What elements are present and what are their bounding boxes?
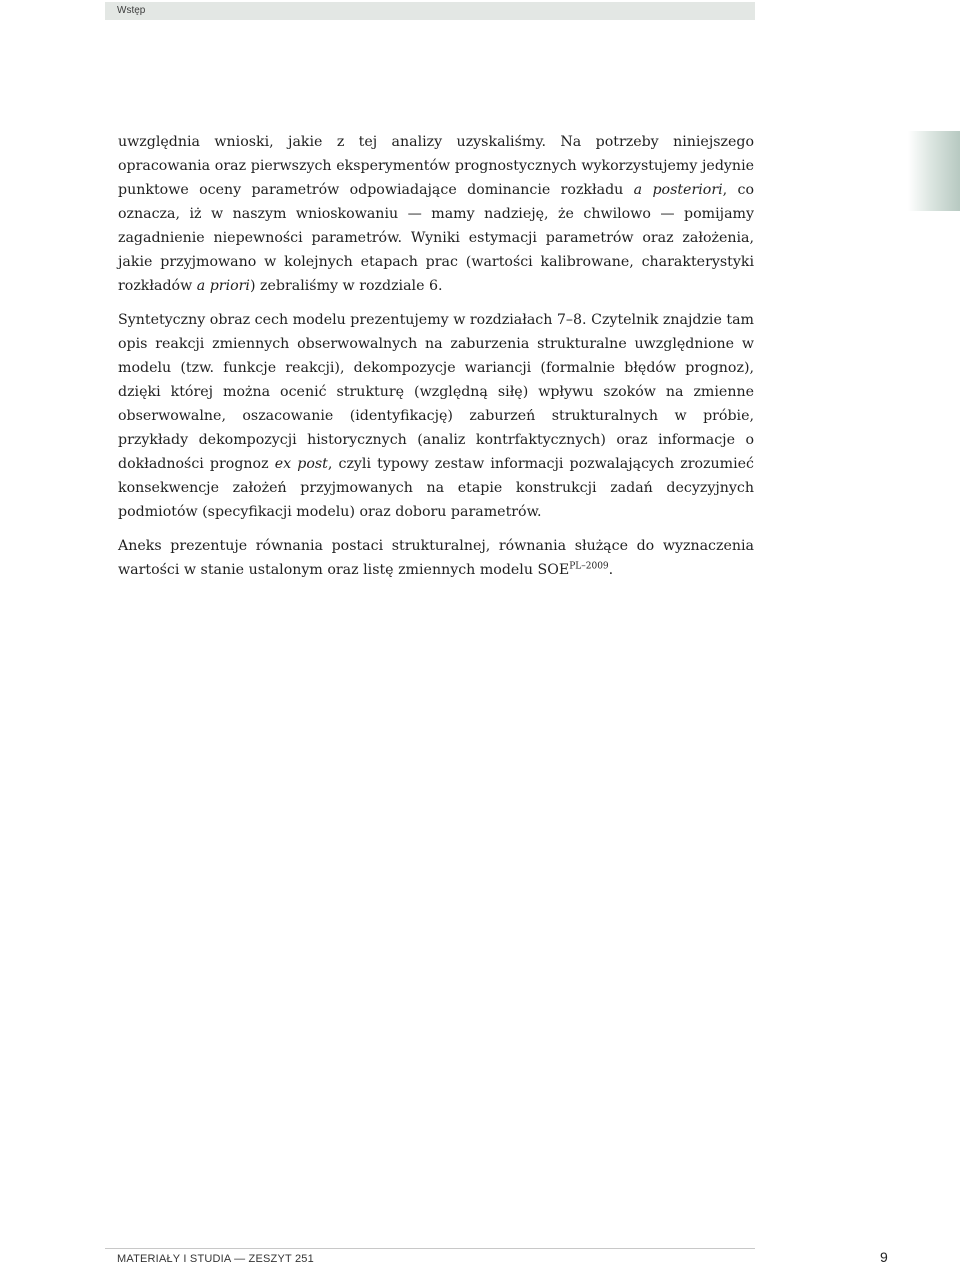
body-text bbox=[118, 130, 754, 592]
text-segment: uwzględnia wnioski, jakie z tej analizy uzyskaliśmy. Na potrzeby niniejszego opracowania oraz pierwszych eksperymentów prognostycznych wykorzystujemy jedynie punktowe oceny parametrów odpowiadające dominancie rozkładu bbox=[118, 134, 754, 198]
paragraph-1 bbox=[118, 130, 754, 298]
italic-term: ex post bbox=[274, 456, 328, 472]
model-name: SOE bbox=[537, 562, 570, 578]
italic-term: a posteriori bbox=[633, 182, 723, 198]
paragraph-2 bbox=[118, 308, 754, 524]
italic-term: a priori bbox=[196, 278, 250, 294]
publication-label: MATERIAŁY I STUDIA — ZESZYT 251 bbox=[117, 1253, 314, 1265]
text-segment: Syntetyczny obraz cech modelu prezentujemy w rozdziałach 7–8. Czytelnik znajdzie tam opis reakcji zmiennych obserwowalnych na zaburzenia strukturalne uwzględnione w modelu (tzw. funkcje reakcji), dekompozycje wariancji (formalnie błędów prognoz), dzięki której można ocenić strukturę (względną siłę) wpływu szoków na zmienne obserwowalne, oszacowanie (identyfikację) zaburzeń strukturalnych w próbie, przykłady dekompozycji historycznych (analiz kontrfaktycznych) oraz informacje o dokładności prognoz bbox=[118, 312, 754, 472]
model-superscript: PL–2009 bbox=[569, 561, 609, 572]
page-number: 9 bbox=[880, 1249, 888, 1265]
paragraph-3 bbox=[118, 534, 754, 582]
text-segment: , co oznacza, iż w naszym wnioskowaniu — mamy nadzieję, że chwilowo — pomijamy zagadnienie niepewności parametrów. Wyniki estymacji parametrów oraz założenia, jakie przyjmowano w kolejnych etapach prac (wartości kalibrowane, charakterystyki rozkładów bbox=[118, 182, 754, 294]
text-segment: , czyli typowy zestaw informacji pozwalających zrozumieć konsekwencje założeń przyjmowanych na etapie konstrukcji zadań decyzyjnych podmiotów (specyfikacji modelu) oraz doboru parametrów. bbox=[118, 456, 755, 520]
text-segment: . bbox=[608, 562, 614, 578]
running-header bbox=[105, 2, 755, 20]
footer-divider bbox=[105, 1248, 755, 1249]
chapter-side-tab bbox=[908, 131, 960, 211]
section-label: Wstęp bbox=[117, 5, 146, 16]
text-segment: ) zebraliśmy w rozdziale 6. bbox=[249, 278, 443, 294]
text-segment: Aneks prezentuje równania postaci strukturalnej, równania służące do wyznaczenia wartości w stanie ustalonym oraz listę zmiennych modelu bbox=[118, 538, 754, 578]
